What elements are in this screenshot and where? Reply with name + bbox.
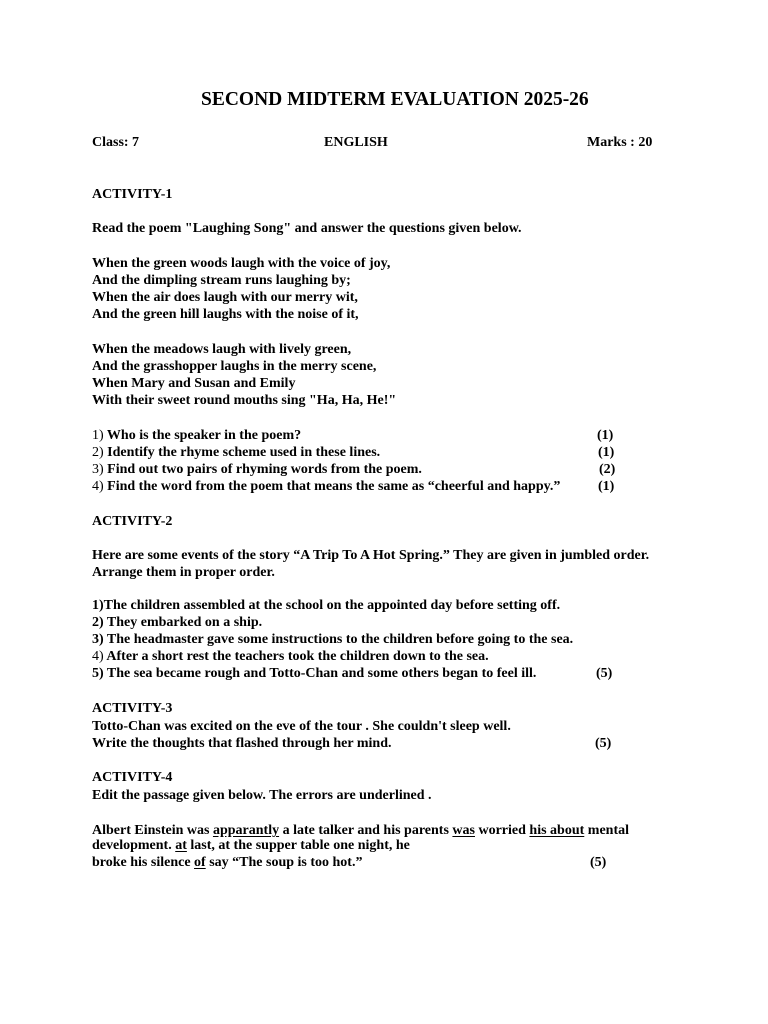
subject-label: ENGLISH	[324, 135, 388, 150]
poem-line: And the green hill laughs with the noise of it,	[92, 307, 359, 322]
question-mark: (1)	[598, 445, 615, 460]
question-number: 3)	[92, 462, 104, 477]
question-number: 1)	[92, 428, 104, 443]
class-label: Class: 7	[92, 135, 140, 150]
event-item	[92, 665, 536, 682]
event-item	[92, 597, 560, 614]
question-text: Find out two pairs of rhyming words from the poem.	[107, 462, 422, 477]
question-item	[92, 444, 380, 461]
activity1-instruction: Read the poem "Laughing Song" and answer the questions given below.	[92, 221, 522, 236]
passage-text: development.	[92, 838, 176, 853]
event-number: 5)	[92, 666, 104, 681]
event-text: After a short rest the teachers took the children down to the sea.	[106, 649, 489, 664]
passage-line	[92, 837, 410, 854]
question-item	[92, 427, 301, 444]
activity4-mark: (5)	[590, 855, 607, 870]
activity1-heading: ACTIVITY-1	[92, 187, 173, 202]
passage-text: worried	[474, 823, 530, 838]
event-text: The children assembled at the school on the appointed day before setting off.	[103, 598, 561, 613]
activity2-instruction: Arrange them in proper order.	[92, 565, 275, 580]
passage-line	[92, 854, 362, 871]
poem-line: With their sweet round mouths sing "Ha, Ha, He!"	[92, 393, 397, 408]
event-number: 2)	[92, 615, 104, 630]
activity2-instruction: Here are some events of the story “A Trip To A Hot Spring.” They are given in jumbled order.	[92, 548, 650, 563]
passage-text: say “The soup is too hot.”	[205, 855, 363, 870]
question-mark: (2)	[599, 462, 616, 477]
poem-line: When the air does laugh with our merry wit,	[92, 290, 358, 305]
question-item	[92, 478, 560, 495]
passage-error: his about	[529, 823, 585, 838]
passage-text: broke his silence	[92, 855, 195, 870]
poem-line: When the green woods laugh with the voice of joy,	[92, 256, 391, 271]
question-text: Who is the speaker in the poem?	[106, 428, 302, 443]
page-title: SECOND MIDTERM EVALUATION 2025-26	[201, 89, 589, 110]
activity3-heading: ACTIVITY-3	[92, 701, 173, 716]
poem-line: When the meadows laugh with lively green,	[92, 342, 352, 357]
passage-error: at	[175, 838, 187, 853]
activity2-mark: (5)	[596, 666, 613, 681]
question-number: 2)	[92, 445, 104, 460]
event-number: 3)	[92, 632, 104, 647]
marks-label: Marks : 20	[587, 135, 653, 150]
poem-line: And the dimpling stream runs laughing by;	[92, 273, 351, 288]
passage-text: last, at the supper table one night, he	[186, 838, 410, 853]
event-text: The headmaster gave some instructions to the children before going to the sea.	[106, 632, 574, 647]
event-text: The sea became rough and Totto-Chan and some others began to feel ill.	[106, 666, 537, 681]
question-text: Identify the rhyme scheme used in these lines.	[107, 445, 381, 460]
passage-text: a late talker and his parents	[279, 823, 453, 838]
activity3-line: Write the thoughts that flashed through her mind.	[92, 736, 392, 751]
passage-text: Albert Einstein was	[92, 823, 213, 838]
question-number: 4)	[92, 479, 104, 494]
passage-error: was	[452, 823, 475, 838]
activity3-mark: (5)	[595, 736, 612, 751]
activity3-line: Totto-Chan was excited on the eve of the tour . She couldn't sleep well.	[92, 719, 511, 734]
event-number: 1)	[92, 598, 104, 613]
question-mark: (1)	[598, 479, 615, 494]
activity4-instruction: Edit the passage given below. The errors are underlined .	[92, 788, 432, 803]
poem-line: When Mary and Susan and Emily	[92, 376, 296, 391]
question-text: Find the word from the poem that means the same as “cheerful and happy.”	[107, 479, 561, 494]
event-item	[92, 614, 262, 631]
passage-text: mental	[584, 823, 629, 838]
question-item	[92, 461, 422, 478]
event-item	[92, 631, 573, 648]
passage-error: apparantly	[212, 823, 280, 838]
event-number: 4)	[92, 649, 104, 664]
poem-line: And the grasshopper laughs in the merry scene,	[92, 359, 377, 374]
event-item	[92, 648, 489, 665]
question-mark: (1)	[597, 428, 614, 443]
activity2-heading: ACTIVITY-2	[92, 514, 173, 529]
activity4-heading: ACTIVITY-4	[92, 770, 173, 785]
passage-error: of	[194, 855, 206, 870]
event-text: They embarked on a ship.	[106, 615, 263, 630]
